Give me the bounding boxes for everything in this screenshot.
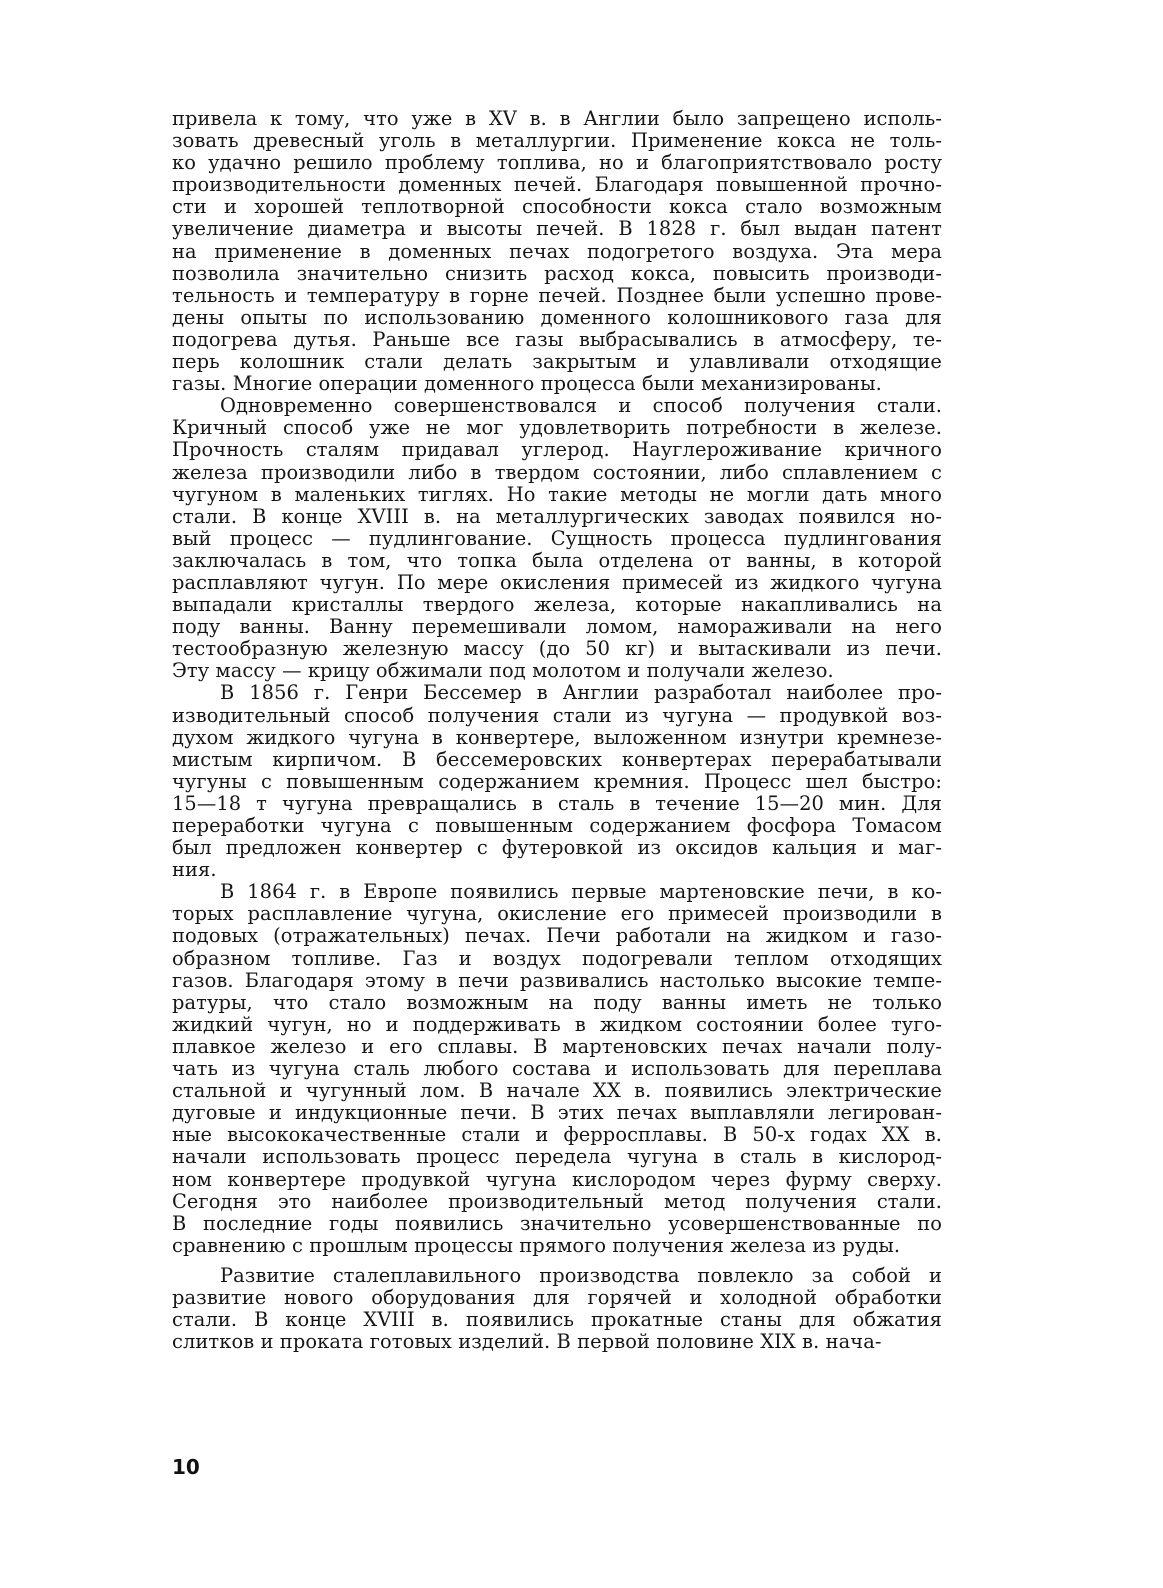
text-line: поду ванны. Ванну перемешивали ломом, намораживали на него (172, 615, 942, 639)
text-line: слитков и проката готовых изделий. В первой половине XIX в. нача- (172, 1330, 882, 1354)
text-line: жидкий чугун, но и поддерживать в жидком состоянии более туго- (172, 1012, 942, 1036)
text-line: заключалась в том, что топка была отделена от ванны, в которой (172, 548, 942, 572)
text-line: дены опыты по использованию доменного колошникового газа для (172, 305, 942, 329)
text-line: переработки чугуна с повышенным содержанием фосфора Томасом (172, 814, 942, 837)
text-line: В последние годы появились значительно усовершенствованные по (172, 1211, 942, 1235)
text-line: подогрева дутья. Раньше все газы выбрасывались в атмосферу, те- (172, 327, 942, 351)
paragraph (172, 1265, 942, 1353)
text-line: дуговые и индукционные печи. В этих печах выплавляли легирован- (172, 1101, 942, 1125)
text-line: стали. В конце XVIII в. на металлургических заводах появился но- (172, 504, 942, 528)
body-text (172, 108, 942, 1353)
text-line: подовых (отражательных) печах. Печи работали на жидком и газо- (172, 924, 942, 948)
text-line: перь колошник стали делать закрытым и улавливали отходящие (172, 350, 942, 374)
text-line: железа производили либо в твердом состоянии, либо сплавлением с (172, 460, 942, 484)
text-line: тельность и температуру в горне печей. Позднее были успешно прове- (172, 283, 942, 307)
text-line: тестообразную железную массу (до 50 кг) и вытаскивали из печи. (172, 637, 942, 661)
text-line: Развитие сталеплавильного производства повлекло за собой и (220, 1263, 942, 1287)
text-line: развитие нового оборудования для горячей и холодной обработки (172, 1285, 942, 1309)
text-line: Сегодня это наиболее производительный метод получения стали. (172, 1189, 942, 1213)
text-line: привела к тому, что уже в XV в. в Англии было запрещено исполь- (172, 107, 942, 130)
paragraph (172, 682, 942, 881)
text-line: сти и хорошей теплотворной способности кокса стало возможным (172, 195, 942, 219)
text-line: духом жидкого чугуна в конвертере, выложенном изнутри кремнезе- (172, 725, 942, 749)
text-line: вый процесс — пудлингование. Сущность процесса пудлингования (172, 526, 942, 550)
text-line: В 1864 г. в Европе появились первые мартеновские печи, в ко- (220, 880, 942, 904)
text-line: торых расплавление чугуна, окисление его примесей производили в (172, 902, 942, 926)
text-line: стали. В конце XVIII в. появились прокатные станы для обжатия (172, 1308, 942, 1332)
text-line: чать из чугуна сталь любого состава и использовать для переплава (172, 1057, 942, 1081)
text-line: чугуны с повышенным содержанием кремния. Процесс шел быстро: (172, 769, 942, 793)
text-line: ном конвертере продувкой чугуна кислородом через фурму сверху. (172, 1167, 942, 1191)
text-line: ратуры, что стало возможным на поду ванны иметь не только (172, 990, 942, 1014)
text-line: зовать древесный уголь в металлургии. Применение кокса не толь- (172, 129, 942, 153)
text-line: Прочность сталям придавал углерод. Науглероживание кричного (172, 438, 942, 462)
text-line: мистым кирпичом. В бессемеровских конвертерах перерабатывали (172, 747, 942, 771)
text-line: Эту массу — крицу обжимали под молотом и получали железо. (172, 659, 834, 683)
text-line: газов. Благодаря этому в печи развивались настолько высокие темпе- (172, 968, 942, 992)
paragraph (172, 881, 942, 1257)
text-line: расплавляют чугун. По мере окисления примесей из жидкого чугуна (172, 570, 942, 594)
text-line: ко удачно решило проблему топлива, но и благоприятствовало росту (172, 151, 942, 175)
page-number: 10 (172, 1455, 200, 1479)
text-line: ния. (172, 858, 217, 882)
paragraph (172, 395, 942, 682)
text-line: стальной и чугунный лом. В начале XX в. появились электрические (172, 1079, 942, 1103)
text-line: сравнению с прошлым процессы прямого получения железа из руды. (172, 1233, 901, 1257)
text-line: увеличение диаметра и высоты печей. В 1828 г. был выдан патент (172, 217, 942, 241)
text-line: чугуном в маленьких тиглях. Но такие методы не могли дать много (172, 482, 942, 506)
text-line: начали использовать процесс передела чугуна в сталь в кислород- (172, 1145, 942, 1169)
paragraph (172, 108, 942, 395)
text-line: на применение в доменных печах подогретого воздуха. Эта мера (172, 239, 942, 263)
text-line: изводительный способ получения стали из чугуна — продувкой воз- (172, 703, 942, 727)
text-line: выпадали кристаллы твердого железа, которые накапливались на (172, 593, 942, 617)
text-line: плавкое железо и его сплавы. В мартеновских печах начали полу- (172, 1034, 942, 1058)
text-line: образном топливе. Газ и воздух подогревали теплом отходящих (172, 946, 942, 970)
text-line: газы. Многие операции доменного процесса были механизированы. (172, 372, 882, 396)
text-line: был предложен конвертер с футеровкой из оксидов кальция и маг- (172, 836, 942, 860)
text-line: Кричный способ уже не мог удовлетворить потребности в железе. (172, 416, 942, 440)
text-line: 15—18 т чугуна превращались в сталь в течение 15—20 мин. Для (172, 791, 942, 815)
text-line: позволила значительно снизить расход кокса, повысить производи- (172, 261, 942, 285)
text-line: производительности доменных печей. Благодаря повышенной прочно- (172, 173, 942, 197)
text-line: Одновременно совершенствовался и способ получения стали. (220, 394, 942, 418)
text-line: ные высококачественные стали и ферросплавы. В 50-х годах XX в. (172, 1123, 942, 1147)
text-line: В 1856 г. Генри Бессемер в Англии разработал наиболее про- (220, 681, 942, 705)
